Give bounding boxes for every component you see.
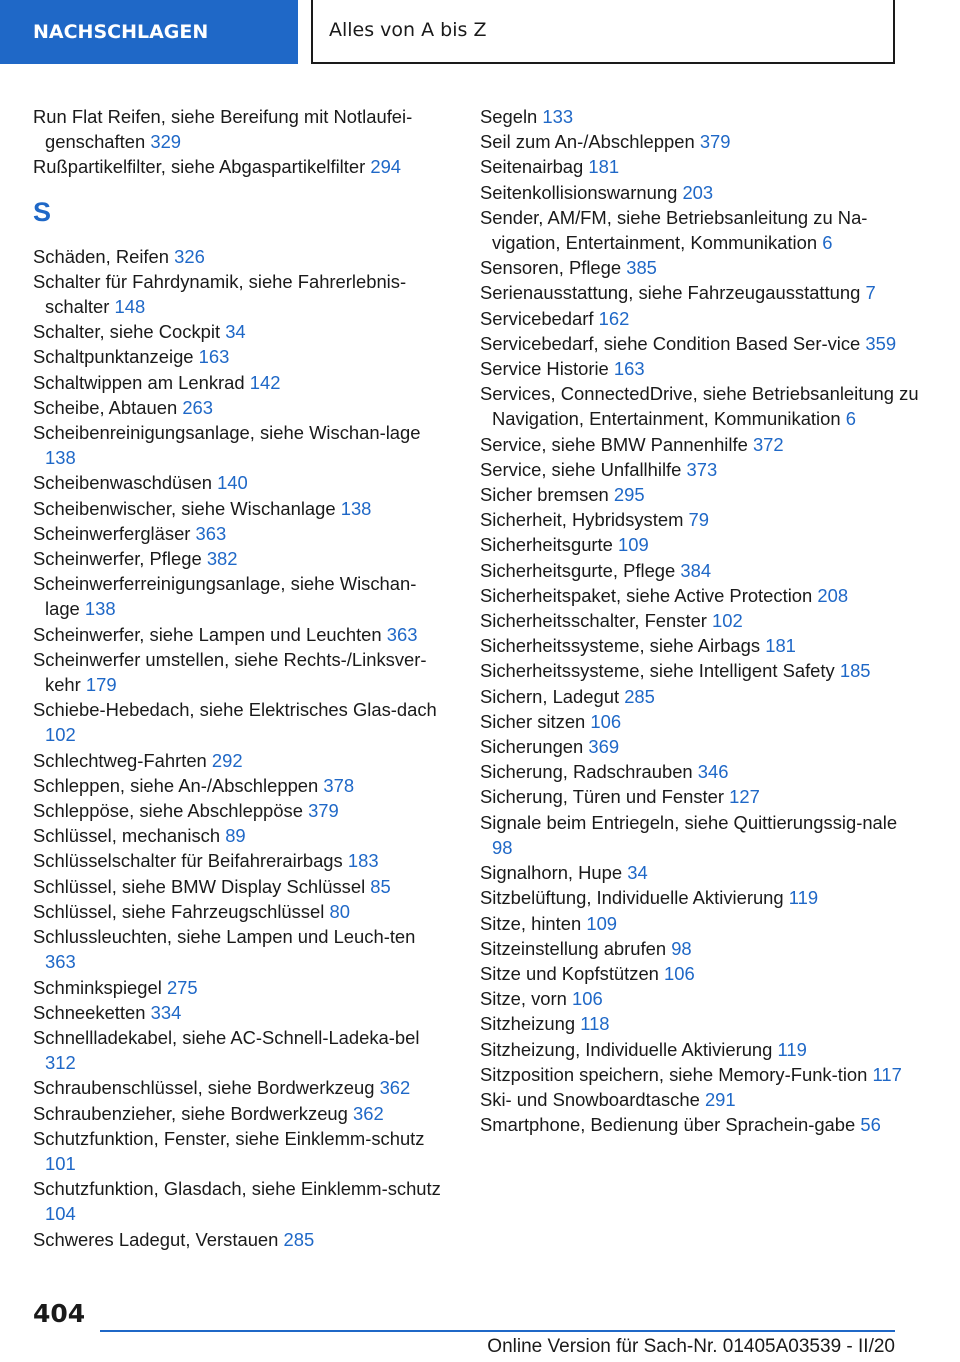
page-reference-link[interactable]: 118 <box>580 1013 610 1035</box>
index-entry <box>480 784 920 809</box>
index-entry <box>480 986 920 1011</box>
index-entry-term: Services, ConnectedDrive, siehe Betriebsanleitung zu Navigation, Entertainment, Kommunikation <box>480 383 919 430</box>
index-entry-term: Sicherung, Radschrauben <box>480 761 693 783</box>
index-entry <box>480 255 920 280</box>
index-entry <box>33 1000 443 1025</box>
page-reference-link[interactable]: 89 <box>225 825 246 847</box>
page-reference-link[interactable]: 109 <box>618 534 649 556</box>
index-entry-term: Smartphone, Bedienung über Sprachein-gabe <box>480 1114 856 1136</box>
index-entry <box>33 1025 443 1075</box>
index-entry-term: Schiebe-Hebedach, siehe Elektrisches Glas-dach <box>33 699 437 721</box>
page-reference-link[interactable]: 138 <box>45 447 76 469</box>
index-entry <box>480 104 920 129</box>
page-reference-link[interactable]: 80 <box>329 900 350 922</box>
page-reference-link[interactable]: 106 <box>590 710 622 732</box>
index-entry <box>480 684 920 709</box>
page-reference-link[interactable]: 34 <box>627 862 648 884</box>
index-entry <box>480 961 920 986</box>
index-entry <box>480 180 920 205</box>
page-reference-link[interactable]: 295 <box>613 484 645 506</box>
index-entry <box>480 759 920 784</box>
index-entry-term: Schlechtweg-Fahrten <box>33 749 207 771</box>
page-reference-link[interactable]: 138 <box>340 497 372 519</box>
index-entry-term: Schweres Ladegut, Verstauen <box>33 1228 279 1250</box>
index-entry-term: Servicebedarf, siehe Condition Based Ser-vice <box>480 332 861 354</box>
index-column-right <box>480 104 920 1137</box>
index-entry-term: Schutzfunktion, Fenster, siehe Einklemm-schutz <box>33 1127 425 1149</box>
index-entry-term: Service, siehe Unfallhilfe <box>480 458 682 480</box>
page-reference-link[interactable]: 363 <box>45 951 76 973</box>
index-entry-term: Sitzbelüftung, Individuelle Aktivierung <box>480 887 784 909</box>
index-entry-term: Sicherung, Türen und Fenster <box>480 786 724 808</box>
index-entry-term: Schutzfunktion, Glasdach, siehe Einklemm-schutz <box>33 1178 441 1200</box>
page-reference-link[interactable]: 378 <box>323 774 355 796</box>
index-entry-term: Sicherheitssysteme, siehe Airbags <box>480 635 761 657</box>
index-entry <box>33 924 443 974</box>
index-entry <box>480 331 920 356</box>
edition-note: Online Version für Sach-Nr. 01405A03539 - II/20 <box>487 1336 895 1357</box>
index-entry-term: Scheinwerfergläser <box>33 522 191 544</box>
index-entry-term: Service, siehe BMW Pannenhilfe <box>480 433 748 455</box>
page-reference-link[interactable]: 119 <box>777 1038 807 1060</box>
page-reference-link[interactable]: 34 <box>225 321 246 343</box>
index-entry <box>480 280 920 305</box>
index-entry <box>480 911 920 936</box>
index-entry <box>480 381 920 431</box>
index-entry <box>480 432 920 457</box>
index-entry-term: Serienausstattung, siehe Fahrzeugausstattung <box>480 282 861 304</box>
index-entry-term: Schraubenzieher, siehe Bordwerkzeug <box>33 1102 348 1124</box>
index-entry <box>33 269 443 319</box>
index-entry <box>480 1037 920 1062</box>
page-reference-link[interactable]: 56 <box>860 1114 881 1136</box>
index-entry <box>480 734 920 759</box>
index-entry <box>480 1062 920 1087</box>
index-entry <box>33 647 443 697</box>
index-entry <box>480 658 920 683</box>
page-reference-link[interactable]: 263 <box>182 396 213 418</box>
page-reference-link[interactable]: 285 <box>624 685 655 707</box>
page-reference-link[interactable]: 102 <box>712 610 743 632</box>
page-reference-link[interactable]: 181 <box>765 635 796 657</box>
index-entry-term: Sicherheitspaket, siehe Active Protection <box>480 584 813 606</box>
page-number: 404 <box>33 1299 86 1328</box>
page-reference-link[interactable]: 275 <box>166 976 198 998</box>
page-reference-link[interactable]: 142 <box>249 371 281 393</box>
index-entry <box>480 558 920 583</box>
index-entry <box>33 571 443 621</box>
index-entry-term: Sicher bremsen <box>480 484 609 506</box>
index-entry-term: Scheinwerfer, siehe Lampen und Leuchten <box>33 623 382 645</box>
page-reference-link[interactable]: 7 <box>865 282 876 304</box>
index-entry-term: Run Flat Reifen, siehe Bereifung mit Notlaufei-genschaften <box>33 106 413 153</box>
page-reference-link[interactable]: 326 <box>174 245 205 267</box>
page-reference-link[interactable]: 106 <box>572 988 603 1010</box>
page-reference-link[interactable]: 382 <box>206 548 238 570</box>
index-column-left <box>33 104 443 1252</box>
index-entry <box>33 370 443 395</box>
page-reference-link[interactable]: 106 <box>664 962 695 984</box>
index-entry <box>480 1011 920 1036</box>
index-entry <box>480 482 920 507</box>
index-entry <box>33 1101 443 1126</box>
index-entry <box>33 874 443 899</box>
page-reference-link[interactable]: 312 <box>45 1052 76 1074</box>
index-entry <box>33 899 443 924</box>
index-entry <box>480 608 920 633</box>
index-entry-term: Schleppöse, siehe Abschleppöse <box>33 800 303 822</box>
page-reference-link[interactable]: 285 <box>283 1228 315 1250</box>
index-entry <box>33 420 443 470</box>
index-entry <box>33 496 443 521</box>
page-reference-link[interactable]: 346 <box>697 761 729 783</box>
index-entry-term: Sitzheizung, Individuelle Aktivierung <box>480 1038 773 1060</box>
page-reference-link[interactable]: 117 <box>872 1063 902 1085</box>
index-entry-term: Scheibe, Abtauen <box>33 396 178 418</box>
index-entry-term: Servicebedarf <box>480 307 594 329</box>
index-entry-term: Signalhorn, Hupe <box>480 862 623 884</box>
page-reference-link[interactable]: 362 <box>353 1102 384 1124</box>
index-entry <box>480 507 920 532</box>
index-entry-term: Schlüssel, siehe Fahrzeugschlüssel <box>33 900 325 922</box>
index-entry-term: Schaltpunktanzeige <box>33 346 194 368</box>
page-reference-link[interactable]: 363 <box>386 623 418 645</box>
index-entry-term: Sitze, vorn <box>480 988 567 1010</box>
index-entry <box>480 306 920 331</box>
page-reference-link[interactable]: 101 <box>45 1152 76 1174</box>
page-reference-link[interactable]: 334 <box>150 1001 182 1023</box>
index-entry <box>480 810 920 860</box>
page-reference-link[interactable]: 291 <box>704 1088 736 1110</box>
index-entry-term: Sicherungen <box>480 736 584 758</box>
page-reference-link[interactable]: 148 <box>114 296 146 318</box>
page-reference-link[interactable]: 104 <box>45 1203 76 1225</box>
index-entry <box>33 848 443 873</box>
index-entry-term: Schalter für Fahrdynamik, siehe Fahrerlebnis-schalter <box>33 270 407 318</box>
page-reference-link[interactable]: 359 <box>865 332 897 354</box>
page-reference-link[interactable]: 185 <box>839 660 871 682</box>
index-entry-term: Schlüssel, siehe BMW Display Schlüssel <box>33 875 366 897</box>
page-reference-link[interactable]: 6 <box>822 232 833 254</box>
index-entry-term: Sicherheitsgurte, Pflege <box>480 559 676 581</box>
page-reference-link[interactable]: 6 <box>845 408 856 430</box>
page-reference-link[interactable]: 119 <box>788 887 819 909</box>
page-reference-link[interactable]: 127 <box>729 786 760 808</box>
index-entry-term: Sichern, Ladegut <box>480 685 620 707</box>
page-reference-link[interactable]: 203 <box>682 181 714 203</box>
index-entry-term: Schaltwippen am Lenkrad <box>33 371 245 393</box>
index-entry <box>480 154 920 179</box>
index-entry-term: Scheinwerfer umstellen, siehe Rechts-/Linksver-kehr <box>33 648 427 696</box>
index-entry <box>33 244 443 269</box>
index-entry-term: Sensoren, Pflege <box>480 257 622 279</box>
index-entry-term: Scheibenwischer, siehe Wischanlage <box>33 497 336 519</box>
index-entry <box>480 633 920 658</box>
index-entry <box>480 1112 920 1137</box>
index-entry <box>480 583 920 608</box>
index-entry-term: Sicherheitsgurte <box>480 534 613 556</box>
index-entry-term: Seitenairbag <box>480 156 584 178</box>
page-reference-link[interactable]: 369 <box>588 736 620 758</box>
index-entry <box>480 457 920 482</box>
index-entry <box>33 470 443 495</box>
page-reference-link[interactable]: 102 <box>45 724 76 746</box>
index-entry-term: Seil zum An-/Abschleppen <box>480 131 695 153</box>
index-entry-term: Sicherheit, Hybridsystem <box>480 509 684 531</box>
index-entry <box>480 709 920 734</box>
index-entry-term: Seitenkollisionswarnung <box>480 181 678 203</box>
index-entry <box>33 344 443 369</box>
index-entry <box>33 395 443 420</box>
index-entry <box>33 154 443 179</box>
page-reference-link[interactable]: 163 <box>198 346 230 368</box>
index-entry-term: Schnellladekabel, siehe AC-Schnell-Ladeka-bel <box>33 1026 420 1048</box>
index-entry <box>33 697 443 747</box>
index-entry <box>33 975 443 1000</box>
index-entry-term: Schlüssel, mechanisch <box>33 825 221 847</box>
index-entry <box>480 356 920 381</box>
page-reference-link[interactable]: 329 <box>150 131 182 153</box>
page-reference-link[interactable]: 162 <box>598 307 630 329</box>
page-reference-link[interactable]: 98 <box>492 836 513 858</box>
index-entry <box>33 622 443 647</box>
index-entry <box>33 1075 443 1100</box>
index-entry <box>480 129 920 154</box>
page-reference-link[interactable]: 133 <box>542 106 574 127</box>
index-entry-term: Schäden, Reifen <box>33 245 169 267</box>
index-entry <box>480 936 920 961</box>
page-reference-link[interactable]: 363 <box>195 522 227 544</box>
index-entry-term: Schalter, siehe Cockpit <box>33 321 221 343</box>
index-entry-term: Service Historie <box>480 358 609 380</box>
index-entry-term: Scheibenreinigungsanlage, siehe Wischan-lage <box>33 422 421 444</box>
index-entry <box>480 532 920 557</box>
index-entry-term: Schlüsselschalter für Beifahrerairbags <box>33 850 343 872</box>
page-reference-link[interactable]: 85 <box>370 875 391 897</box>
footer-divider <box>100 1330 895 1332</box>
index-entry-term: Sitze und Kopfstützen <box>480 962 659 984</box>
section-label: NACHSCHLAGEN <box>33 21 209 43</box>
page-reference-link[interactable]: 379 <box>699 131 731 153</box>
index-entry-term: Schneeketten <box>33 1001 146 1023</box>
page-reference-link[interactable]: 79 <box>688 509 709 531</box>
index-entry <box>33 104 443 154</box>
page-reference-link[interactable]: 379 <box>308 800 339 822</box>
index-entry <box>33 319 443 344</box>
index-entry <box>33 1227 443 1252</box>
page-reference-link[interactable]: 208 <box>817 584 849 606</box>
index-entry <box>33 1126 443 1176</box>
index-entry <box>480 1087 920 1112</box>
page-reference-link[interactable]: 372 <box>752 433 784 455</box>
index-entry-term: Scheinwerfer, Pflege <box>33 548 202 570</box>
index-entry-term: Segeln <box>480 106 538 127</box>
index-entry <box>33 521 443 546</box>
index-entry-term: Sender, AM/FM, siehe Betriebsanleitung zu Na-vigation, Entertainment, Kommunikation <box>480 206 868 254</box>
chapter-title: Alles von A bis Z <box>329 19 487 41</box>
page-reference-link[interactable]: 292 <box>211 749 243 771</box>
page-reference-link[interactable]: 183 <box>347 850 379 872</box>
index-entry-term: Sitze, hinten <box>480 912 582 934</box>
index-entry-term: Sicher sitzen <box>480 710 586 732</box>
chapter-header <box>311 0 895 64</box>
index-entry <box>33 546 443 571</box>
section-tab <box>0 0 298 64</box>
index-entry-term: Schraubenschlüssel, siehe Bordwerkzeug <box>33 1077 375 1099</box>
page-reference-link[interactable]: 179 <box>85 674 117 696</box>
index-entry-term: Ski- und Snowboardtasche <box>480 1088 700 1110</box>
page-reference-link[interactable]: 138 <box>84 598 116 620</box>
page-reference-link[interactable]: 181 <box>588 156 620 178</box>
page-reference-link[interactable]: 384 <box>680 559 712 581</box>
index-entry-term: Sitzheizung <box>480 1013 576 1035</box>
index-letter-heading: S <box>33 196 52 227</box>
page-reference-link[interactable]: 98 <box>671 937 692 959</box>
index-entry-term: Scheinwerferreinigungsanlage, siehe Wischan-lage <box>33 573 417 620</box>
index-entry-term: Schminkspiegel <box>33 976 162 998</box>
page-reference-link[interactable]: 294 <box>370 156 402 178</box>
index-entry-term: Sitzposition speichern, siehe Memory-Funk-tion <box>480 1063 868 1085</box>
index-entry-term: Scheibenwaschdüsen <box>33 472 212 494</box>
page-reference-link[interactable]: 362 <box>379 1077 411 1099</box>
index-entry <box>33 773 443 798</box>
page-reference-link[interactable]: 140 <box>217 472 248 494</box>
page-reference-link[interactable]: 163 <box>613 358 645 380</box>
index-entry-term: Signale beim Entriegeln, siehe Quittierungssig-nale <box>480 811 898 833</box>
index-entry-term: Schlussleuchten, siehe Lampen und Leuch-ten <box>33 926 416 948</box>
index-entry <box>33 748 443 773</box>
index-entry <box>480 885 920 910</box>
index-entry-term: Sicherheitsschalter, Fenster <box>480 610 707 632</box>
page-reference-link[interactable]: 373 <box>686 458 718 480</box>
index-entry-term: Sicherheitssysteme, siehe Intelligent Safety <box>480 660 835 682</box>
index-entry-term: Rußpartikelfilter, siehe Abgaspartikelfilter <box>33 156 366 178</box>
index-entry <box>33 1176 443 1226</box>
index-entry <box>33 798 443 823</box>
index-entry <box>33 823 443 848</box>
index-entry-term: Schleppen, siehe An-/Abschleppen <box>33 774 319 796</box>
index-entry <box>480 860 920 885</box>
index-entry <box>480 205 920 255</box>
page-reference-link[interactable]: 109 <box>586 912 618 934</box>
page-reference-link[interactable]: 385 <box>626 257 657 279</box>
index-entry-term: Sitzeinstellung abrufen <box>480 937 667 959</box>
